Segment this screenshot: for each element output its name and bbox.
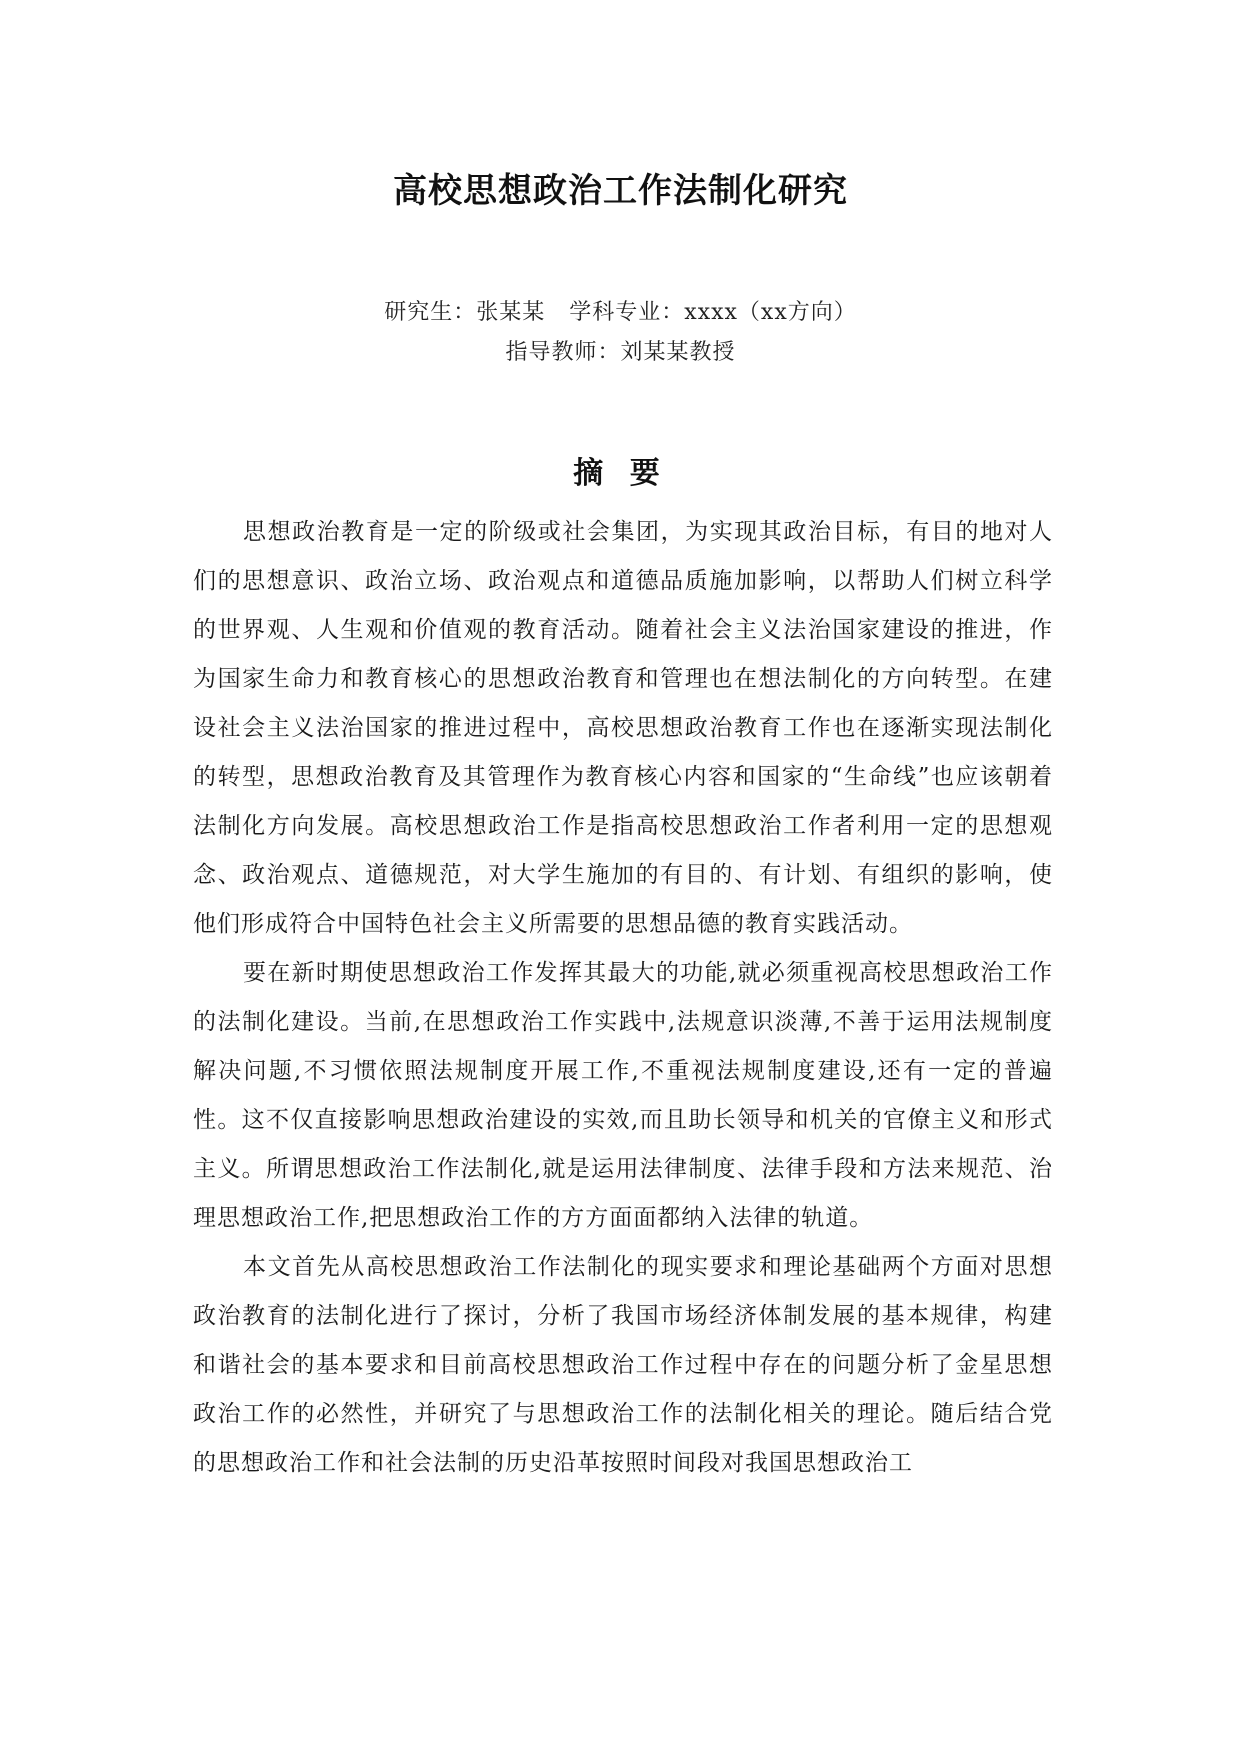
advisor-label: 指导教师： — [505, 340, 621, 365]
author-info — [0, 295, 1241, 326]
major-label: 学科专业： — [569, 300, 685, 325]
abstract-paragraph: 本文首先从高校思想政治工作法制化的现实要求和理论基础两个方面对思想政治教育的法制化进行了探讨，分析了我国市场经济体制发展的基本规律，构建和谐社会的基本要求和目前高校思想政治工作过程中存在的问题分析了金星思想政治工作的必然性，并研究了与思想政治工作的法制化相关的理论。随后结合党的思想政治工作和社会法制的历史沿革按照时间段对我国思想政治工 — [193, 1254, 1053, 1476]
document-title: 高校思想政治工作法制化研究 — [393, 171, 848, 211]
abstract-body — [193, 508, 1053, 1488]
abstract-heading: 摘 要 — [573, 456, 668, 491]
major-value: xxxx（xx方向） — [684, 300, 857, 325]
abstract-paragraph: 要在新时期使思想政治工作发挥其最大的功能,就必须重视高校思想政治工作的法制化建设。当前,在思想政治工作实践中,法规意识淡薄,不善于运用法规制度解决问题,不习惯依照法规制度开展工作,不重视法规制度建设,还有一定的普遍性。这不仅直接影响思想政治建设的实效,而且助长领导和机关的官僚主义和形式主义。所谓思想政治工作法制化,就是运用法律制度、法律手段和方法来规范、治理思想政治工作,把思想政治工作的方方面面都纳入法律的轨道。 — [193, 960, 1053, 1231]
abstract-paragraph: 思想政治教育是一定的阶级或社会集团，为实现其政治目标，有目的地对人们的思想意识、政治立场、政治观点和道德品质施加影响，以帮助人们树立科学的世界观、人生观和价值观的教育活动。随着社会主义法治国家建设的推进，作为国家生命力和教育核心的思想政治教育和管理也在想法制化的方向转型。在建设社会主义法治国家的推进过程中，高校思想政治教育工作也在逐渐实现法制化的转型，思想政治教育及其管理作为教育核心内容和国家的“生命线”也应该朝着法制化方向发展。高校思想政治工作是指高校思想政治工作者利用一定的思想观念、政治观点、道德规范，对大学生施加的有目的、有计划、有组织的影响，使他们形成符合中国特色社会主义所需要的思想品德的教育实践活动。 — [193, 519, 1053, 937]
author-label: 研究生： — [384, 300, 477, 325]
advisor-name: 刘某某教授 — [620, 340, 736, 365]
advisor-info — [0, 335, 1241, 366]
author-name: 张某某 — [476, 300, 546, 325]
